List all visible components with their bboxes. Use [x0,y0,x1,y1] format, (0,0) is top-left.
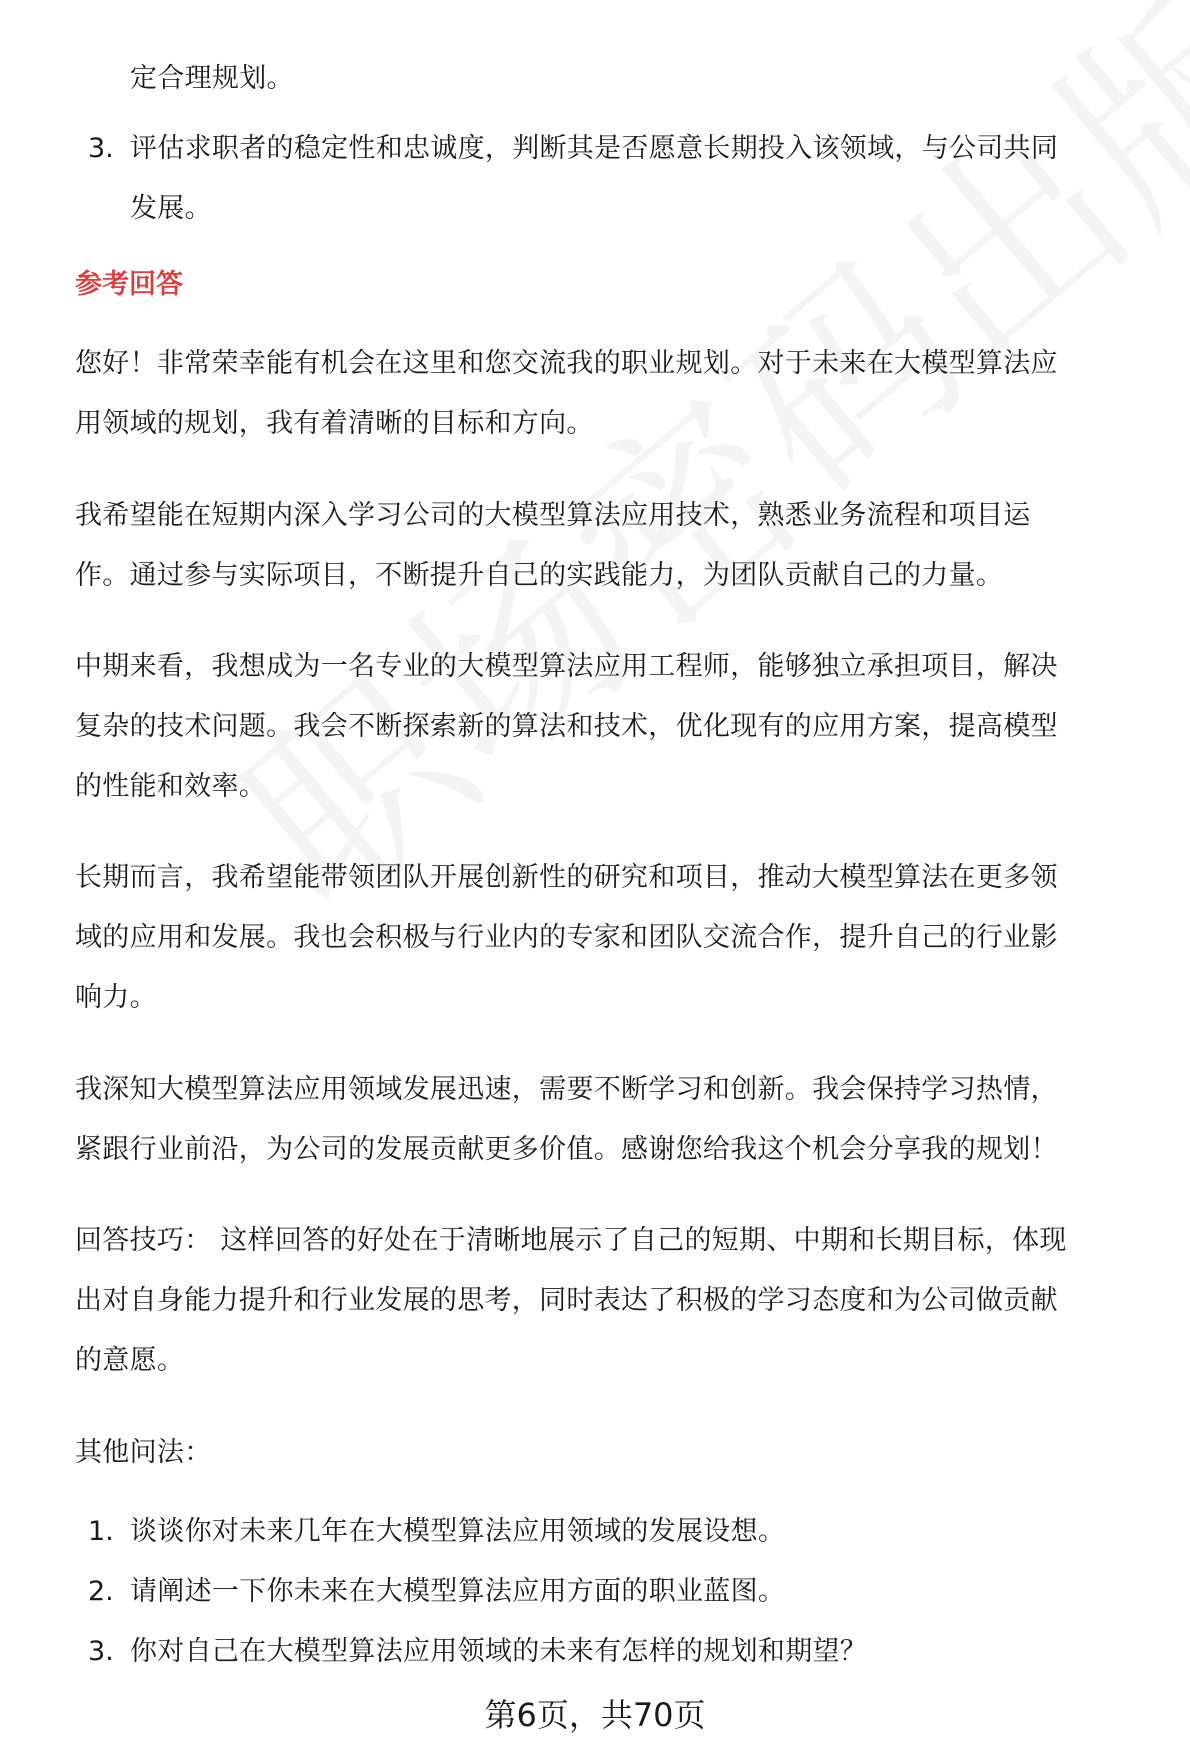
paragraph-1-line-1: 您好！非常荣幸能有机会在这里和您交流我的职业规划。对于未来在大模型算法应 [75,348,1058,379]
other-question-1-number: 1. [88,1516,114,1547]
paragraph-4-line-2: 域的应用和发展。我也会积极与行业内的专家和团队交流合作，提升自己的行业影 [75,922,1058,953]
page-number-footer: 第6页，共70页 [484,1696,706,1734]
paragraph-3-line-3: 的性能和效率。 [75,771,267,802]
paragraph-2-line-1: 我希望能在短期内深入学习公司的大模型算法应用技术，熟悉业务流程和项目运 [75,500,1031,531]
list-item-3-number: 3. [88,133,114,164]
paragraph-3-line-1: 中期来看，我想成为一名专业的大模型算法应用工程师，能够独立承担项目，解决 [75,651,1058,682]
list-item-3-line-2: 发展。 [130,193,212,224]
other-question-2-number: 2. [88,1576,114,1607]
other-question-1-text: 谈谈你对未来几年在大模型算法应用领域的发展设想。 [130,1516,786,1547]
paragraph-2-line-2: 作。通过参与实际项目，不断提升自己的实践能力，为团队贡献自己的力量。 [75,560,1004,591]
paragraph-4-line-3: 响力。 [75,982,157,1013]
other-question-3-number: 3. [88,1636,114,1667]
other-questions-heading: 其他问法： [75,1437,212,1468]
section-heading-reference-answer: 参考回答 [75,269,183,300]
paragraph-1-line-2: 用领域的规划，我有着清晰的目标和方向。 [75,408,594,439]
paragraph-5-line-1: 我深知大模型算法应用领域发展迅速，需要不断学习和创新。我会保持学习热情， [75,1074,1058,1105]
paragraph-5-line-2: 紧跟行业前沿，为公司的发展贡献更多价值。感谢您给我这个机会分享我的规划！ [75,1134,1058,1165]
other-question-3-text: 你对自己在大模型算法应用领域的未来有怎样的规划和期望？ [130,1636,868,1667]
paragraph-3-line-2: 复杂的技术问题。我会不断探索新的算法和技术，优化现有的应用方案，提高模型 [75,711,1058,742]
answer-tips-line-1: 回答技巧： 这样回答的好处在于清晰地展示了自己的短期、中期和长期目标，体现 [75,1225,1067,1256]
answer-tips-line-3: 的意愿。 [75,1345,185,1376]
list-item-2-continuation: 定合理规划。 [130,63,294,94]
answer-tips-line-2: 出对自身能力提升和行业发展的思考，同时表达了积极的学习态度和为公司做贡献 [75,1285,1058,1316]
paragraph-4-line-1: 长期而言，我希望能带领团队开展创新性的研究和项目，推动大模型算法在更多领 [75,862,1058,893]
list-item-3-line-1: 评估求职者的稳定性和忠诚度，判断其是否愿意长期投入该领域，与公司共同 [130,133,1059,164]
other-question-2-text: 请阐述一下你未来在大模型算法应用方面的职业蓝图。 [130,1576,786,1607]
